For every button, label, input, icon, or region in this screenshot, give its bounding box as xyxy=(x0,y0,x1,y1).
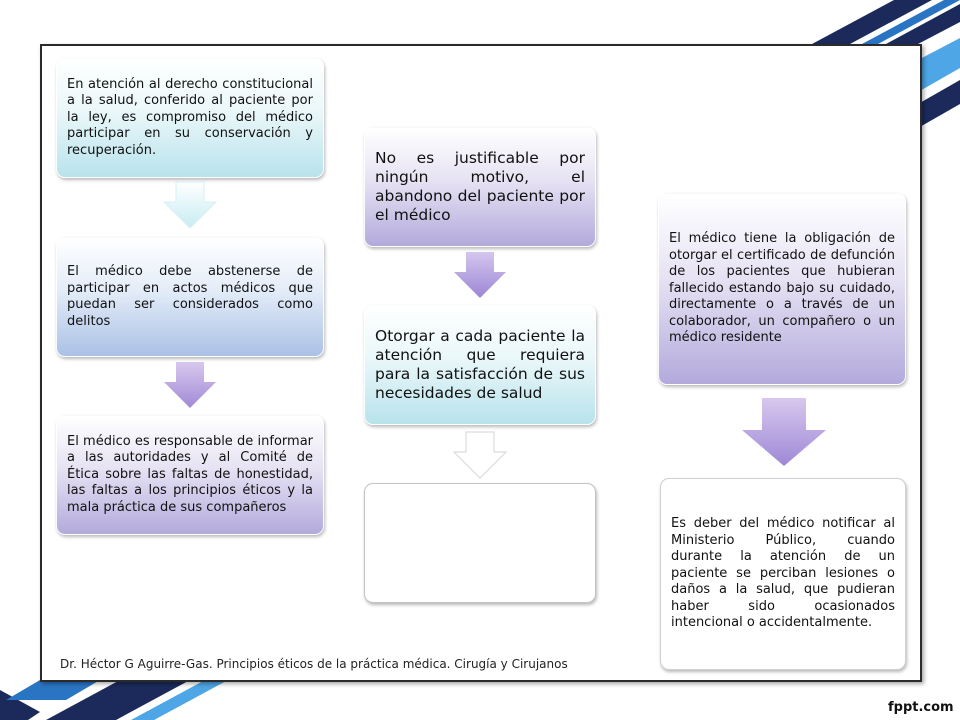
col1-box-2-text: El médico debe abstenerse de participar en actos médicos que puedan ser considerados como delitos xyxy=(67,264,313,329)
bottom-left-stripes xyxy=(0,680,228,720)
arrow-down-icon xyxy=(162,180,218,230)
col2-box-3 xyxy=(364,483,596,603)
col2-box-1 xyxy=(364,127,596,247)
arrow-down-icon xyxy=(452,250,508,300)
citation: Dr. Héctor G Aguirre-Gas. Principios éticos de la práctica médica. Cirugía y Cirujanos xyxy=(60,657,568,671)
col2-box-1-text: No es justificable por ningún motivo, el abandono del paciente por el médico xyxy=(375,149,585,224)
col3-box-1-text: El médico tiene la obligación de otorgar el certificado de defunción de los pacientes que hubieran fallecido estando bajo su cuidado, directamente o a través de un colaborador, un compañero o un médico residente xyxy=(669,231,895,346)
col1-box-1-text: En atención al derecho constitucional a la salud, conferido al paciente por la ley, es compromiso del médico participar en su conservación y recuperación. xyxy=(67,76,313,158)
arrow-down-icon xyxy=(162,360,218,410)
col1-box-2 xyxy=(56,237,324,357)
arrow-down-icon xyxy=(452,430,508,480)
col2-box-2-text: Otorgar a cada paciente la atención que requiera para la satisfacción de sus necesidades de salud xyxy=(375,327,585,402)
brand-label: fppt.com xyxy=(888,700,954,715)
col3-box-2 xyxy=(660,478,906,670)
col1-box-3 xyxy=(56,415,324,535)
col2-box-2 xyxy=(364,305,596,425)
col1-box-1 xyxy=(56,58,324,178)
arrow-down-icon xyxy=(740,396,828,468)
col3-box-2-text: Es deber del médico notificar al Ministerio Público, cuando durante la atención de un paciente se perciban lesiones o daños a la salud, que pudieran haber sido ocasionados intencional o accidentalmente. xyxy=(671,516,895,631)
col3-box-1 xyxy=(658,193,906,385)
col1-box-3-text: El médico es responsable de informar a las autoridades y al Comité de Ética sobre las faltas de honestidad, las faltas a los principios éticos y la mala práctica de sus compañeros xyxy=(67,433,313,515)
